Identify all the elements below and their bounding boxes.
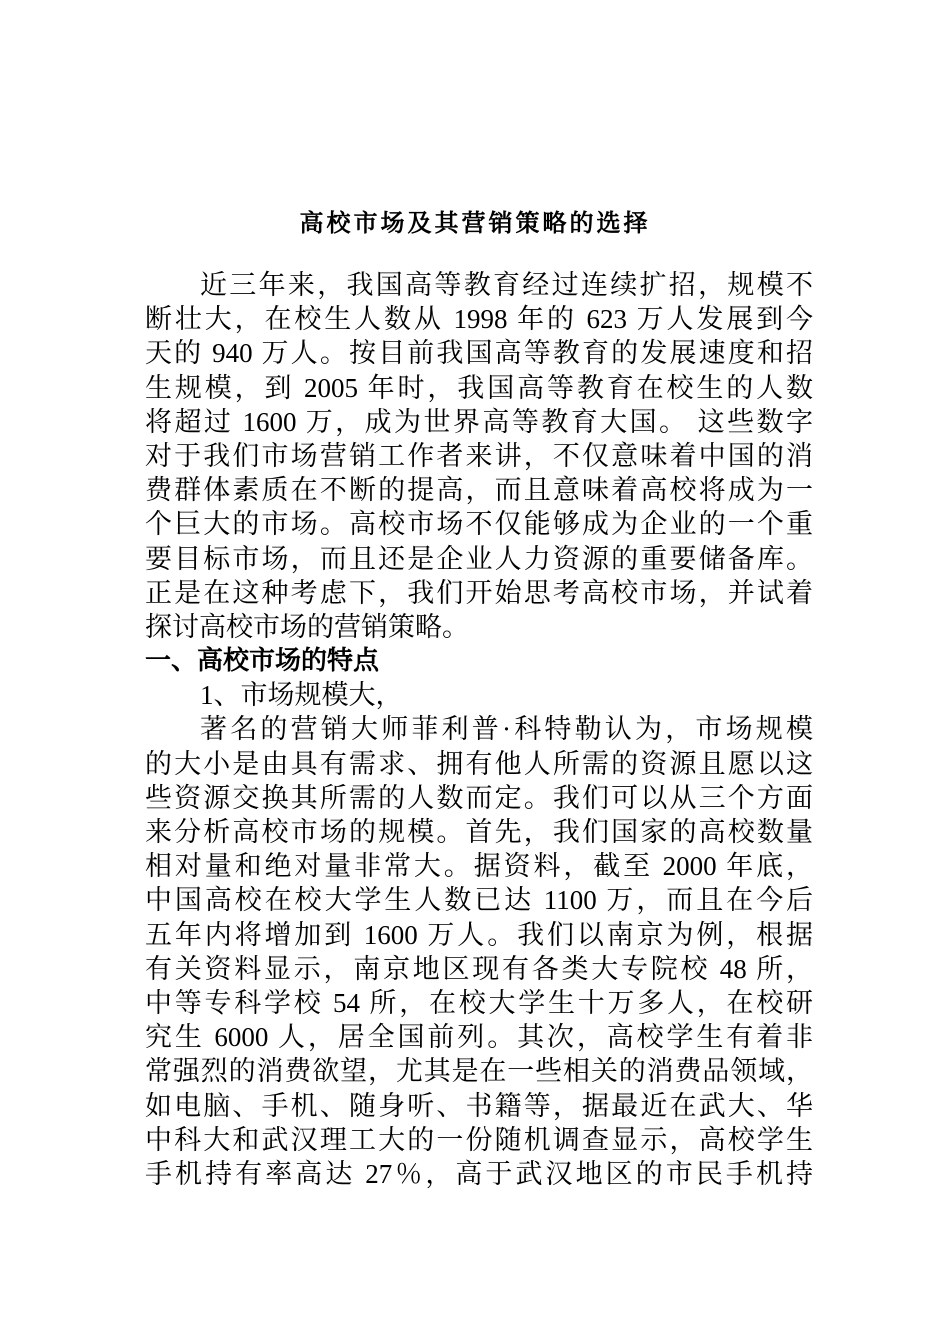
- paragraph-line: 断壮大，在校生人数从 1998 年的 623 万人发展到今: [145, 304, 813, 335]
- section-heading: 一、高校市场的特点: [145, 646, 380, 677]
- paragraph-line: 近三年来，我国高等教育经过连续扩招，规模不: [200, 270, 813, 300]
- paragraph-line: 手机持有率高达 27％，高于武汉地区的市民手机持: [145, 1158, 813, 1189]
- paragraph-line: 著名的营销大师菲利普·科特勒认为，市场规模: [200, 714, 813, 745]
- paragraph-line: 对于我们市场营销工作者来讲，不仅意味着中国的消: [145, 440, 813, 471]
- paragraph-line: 中国高校在校大学生人数已达 1100 万，而且在今后: [145, 885, 813, 916]
- paragraph-line: 正是在这种考虑下，我们开始思考高校市场，并试着: [145, 577, 813, 608]
- paragraph-line: 五年内将增加到 1600 万人。我们以南京为例，根据: [145, 919, 813, 950]
- paragraph-line: 有关资料显示，南京地区现有各类大专院校 48 所，: [145, 953, 813, 984]
- paragraph-line: 的大小是由具有需求、拥有他人所需的资源且愿以这: [145, 748, 813, 779]
- paragraph-line: 些资源交换其所需的人数而定。我们可以从三个方面: [145, 782, 813, 813]
- paragraph-line: 费群体素质在不断的提高，而且意味着高校将成为一: [145, 475, 813, 506]
- intro-paragraph: [145, 268, 813, 1191]
- paragraph-line: 生规模，到 2005 年时，我国高等教育在校生的人数: [145, 372, 813, 403]
- paragraph-line: 来分析高校市场的规模。首先，我们国家的高校数量: [145, 817, 813, 847]
- paragraph-line: 中等专科学校 54 所，在校大学生十万多人，在校研: [145, 987, 813, 1018]
- paragraph-line: 探讨高校市场的营销策略。: [145, 611, 469, 642]
- paragraph-line: 常强烈的消费欲望，尤其是在一些相关的消费品领域，: [145, 1056, 813, 1087]
- paragraph-line: 将超过 1600 万，成为世界高等教育大国。 这些数字: [145, 406, 813, 437]
- paragraph-line: 中科大和武汉理工大的一份随机调查显示，高校学生: [145, 1124, 813, 1155]
- paragraph-line: 天的 940 万人。按目前我国高等教育的发展速度和招: [145, 338, 813, 369]
- paragraph-line: 如电脑、手机、随身听、书籍等，据最近在武大、华: [145, 1090, 813, 1121]
- paragraph-line: 要目标市场，而且还是企业人力资源的重要储备库。: [145, 543, 813, 574]
- subsection-heading: 1、市场规模大，: [200, 680, 403, 711]
- document-title: 高校市场及其营销策略的选择: [299, 208, 651, 237]
- paragraph-line: 相对量和绝对量非常大。据资料，截至 2000 年底，: [145, 851, 813, 882]
- paragraph-line: 究生 6000 人，居全国前列。其次，高校学生有着非: [145, 1022, 813, 1053]
- paragraph-line: 个巨大的市场。高校市场不仅能够成为企业的一个重: [145, 509, 813, 540]
